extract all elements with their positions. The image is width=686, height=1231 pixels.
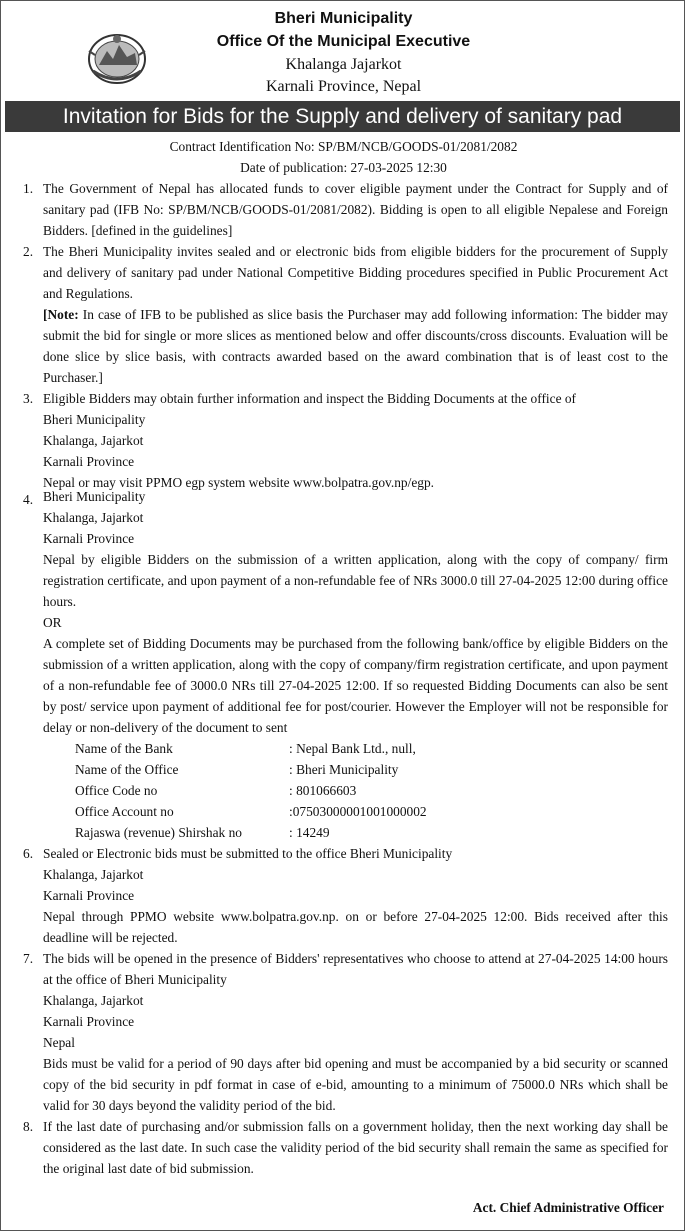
bank-value: : 14249 bbox=[289, 825, 330, 840]
clause-text: The bids will be opened in the presence of Bidders' representatives who choose to attend at 27-04-2025 14:00 hours at the office of Bheri Municipality bbox=[43, 951, 668, 987]
office-line: Bheri Municipality bbox=[43, 412, 146, 427]
clause-number: 2. bbox=[23, 244, 34, 259]
note-paragraph bbox=[43, 304, 668, 388]
bank-value: :07503000001001000002 bbox=[289, 804, 427, 819]
bank-row bbox=[1, 738, 686, 759]
office-line: Karnali Province bbox=[43, 888, 135, 903]
notice-title-banner: Invitation for Bids for the Supply and delivery of sanitary pad bbox=[5, 101, 680, 132]
bank-key: Office Code no bbox=[75, 783, 158, 798]
clipped-line bbox=[1, 489, 668, 507]
org-name: Bheri Municipality bbox=[274, 10, 413, 27]
clause-7 bbox=[1, 948, 686, 1116]
clause-number: 8. bbox=[23, 1119, 34, 1134]
bank-key: Rajaswa (revenue) Shirshak no bbox=[75, 825, 242, 840]
clause-number: 3. bbox=[23, 391, 34, 406]
office-name: Office Of the Municipal Executive bbox=[216, 33, 471, 50]
address-line-2: Karnali Province, Nepal bbox=[265, 78, 422, 95]
office-line: Khalanga, Jajarkot bbox=[43, 867, 144, 882]
office-line: Karnali Province bbox=[43, 531, 135, 546]
office-line: Nepal bbox=[43, 1035, 75, 1050]
clause-text: Nepal through PPMO website www.bolpatra.gov.np. on or before 27-04-2025 12:00. Bids received after this deadline will be rejected. bbox=[43, 909, 668, 945]
bank-row bbox=[1, 822, 686, 843]
clause-2 bbox=[1, 241, 686, 388]
bank-details bbox=[1, 738, 686, 843]
bank-row bbox=[1, 801, 686, 822]
signature-title: Act. Chief Administrative Officer bbox=[472, 1200, 664, 1215]
clause-number: 1. bbox=[23, 181, 34, 196]
bank-value: : 801066603 bbox=[289, 783, 357, 798]
contract-id: Contract Identification No: SP/BM/NCB/GOODS-01/2081/2082 bbox=[169, 139, 518, 154]
office-line: Karnali Province bbox=[43, 454, 135, 469]
clause-1 bbox=[1, 178, 686, 241]
office-line: Khalanga, Jajarkot bbox=[43, 510, 144, 525]
clause-6 bbox=[1, 843, 686, 948]
publication-date: Date of publication: 27-03-2025 12:30 bbox=[240, 160, 447, 175]
office-line: Khalanga, Jajarkot bbox=[43, 993, 144, 1008]
clause-text: The Bheri Municipality invites sealed and or electronic bids from eligible bidders for the procurement of Supply and delivery of sanitary pad under National Competitive Bidding procedures specified in Public Procurement Act and Regulations. bbox=[43, 244, 668, 301]
bank-row bbox=[1, 759, 686, 780]
bank-key: Office Account no bbox=[75, 804, 174, 819]
notice-body bbox=[1, 136, 686, 1179]
bank-key: Name of the Office bbox=[75, 762, 179, 777]
clause-number: 4. bbox=[23, 492, 34, 507]
bank-value: : Nepal Bank Ltd., null, bbox=[289, 741, 416, 756]
clause-text: The Government of Nepal has allocated funds to cover eligible payment under the Contract for Supply and of sanitary pad (IFB No: SP/BM/NCB/GOODS-01/2081/2082). Bidding is open to all eligible Nepalese and Foreign Bidders. [defined in the guidelines] bbox=[43, 181, 668, 238]
notice-header bbox=[1, 1, 684, 101]
office-line: Nepal or may visit PPMO egp system website www.bolpatra.gov.np/egp. bbox=[43, 475, 435, 490]
clause-number: 7. bbox=[23, 951, 34, 966]
office-line: Karnali Province bbox=[43, 1014, 135, 1029]
clause-text: Bids must be valid for a period of 90 days after bid opening and must be accompanied by a bid security or scanned copy of the bid security in pdf format in case of e-bid, amounting to a minimum of 75000.0 NRs which shall be valid for 30 days beyond the validity period of the bid. bbox=[43, 1056, 668, 1113]
bank-value: : Bheri Municipality bbox=[289, 762, 399, 777]
clause-text: Sealed or Electronic bids must be submitted to the office Bheri Municipality bbox=[43, 846, 453, 861]
office-line: Bheri Municipality bbox=[43, 489, 146, 504]
bank-key: Name of the Bank bbox=[75, 741, 173, 756]
office-line: Khalanga, Jajarkot bbox=[43, 433, 144, 448]
clause-text: Nepal by eligible Bidders on the submission of a written application, along with the copy of company/ firm registration certificate, and upon payment of a non-refundable fee of NRs 3000.0 till 27-04-2025 12:00 during office hours. bbox=[43, 552, 668, 609]
clause-text: A complete set of Bidding Documents may be purchased from the following bank/office by eligible Bidders on the submission of a written application, along with the copy of company/firm registration certificate, and upon payment of a non-refundable fee of 3000.0 NRs till 27-04-2025 12:00. If so requested Bidding Documents can also be sent by post/ service upon payment of additional fee for post/courier. However the Employer will not be responsible for delay or non-delivery of the document to sent bbox=[43, 636, 668, 735]
clause-8 bbox=[1, 1116, 686, 1179]
clause-3 bbox=[1, 388, 686, 493]
address-line-1: Khalanga Jajarkot bbox=[285, 56, 402, 73]
bank-row bbox=[1, 780, 686, 801]
note-label: [Note: bbox=[43, 307, 79, 322]
clause-text: If the last date of purchasing and/or submission falls on a government holiday, then the next working day shall be considered as the last date. In such case the validity period of the bid security shall remain the same as specified for the original last date of bid submission. bbox=[43, 1119, 668, 1176]
clause-text: Eligible Bidders may obtain further information and inspect the Bidding Documents at the office of bbox=[43, 391, 577, 406]
clause-4 bbox=[1, 489, 686, 738]
clause-number: 6. bbox=[23, 846, 34, 861]
or-separator: OR bbox=[43, 615, 62, 630]
note-text: In case of IFB to be published as slice basis the Purchaser may add following information: The bidder may submit the bid for single or more slices as mentioned below and offer discounts/cross discounts. Evaluation will be done slice by slice basis, with contracts awarded based on the award combination that is of least cost to the Purchaser.] bbox=[43, 307, 668, 385]
